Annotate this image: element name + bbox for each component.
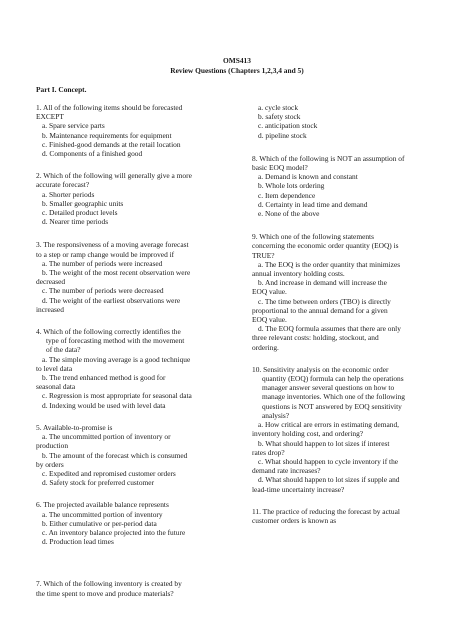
question-stem: type of forecasting method with the movement bbox=[46, 336, 185, 346]
question-stem: 9. Which one of the following statements bbox=[252, 232, 374, 242]
answer-option: a. How critical are errors in estimating demand, bbox=[258, 420, 399, 430]
answer-option: c. Item dependence bbox=[258, 190, 316, 200]
question-stem: 3. The responsiveness of a moving average forecast bbox=[36, 240, 189, 250]
answer-option: e. None of the above bbox=[258, 209, 320, 219]
answer-option: a. Spare service parts bbox=[42, 121, 105, 131]
part-heading: Part I. Concept. bbox=[36, 85, 87, 94]
answer-option: d. What should happen to lot sizes if supple and bbox=[258, 475, 400, 485]
question-stem: TRUE? bbox=[252, 250, 275, 260]
answer-option: a. The uncommitted portion of inventory bbox=[42, 509, 163, 519]
question-stem: to a step or ramp change would be improved if bbox=[36, 249, 175, 259]
answer-option: c. The number of periods were decreased bbox=[42, 286, 164, 296]
answer-option-continuation: ordering. bbox=[252, 342, 279, 352]
answer-option: c. What should happen to cycle inventory if the bbox=[258, 456, 399, 466]
answer-option-continuation: inventory holding cost, and ordering? bbox=[252, 429, 364, 439]
answer-option: d. Indexing would be used with level data bbox=[42, 400, 166, 410]
answer-option: a. Shorter periods bbox=[42, 189, 95, 199]
answer-option: a. The simple moving average is a good technique bbox=[42, 354, 191, 364]
answer-option: a. The EOQ is the order quantity that minimizes bbox=[258, 259, 401, 269]
answer-option: b. Maintenance requirements for equipment bbox=[42, 130, 172, 140]
question-stem: 5. Available-to-promise is bbox=[36, 422, 113, 432]
answer-option: c. anticipation stock bbox=[258, 121, 318, 131]
answer-option: c. The time between orders (TBO) is directly bbox=[258, 296, 391, 306]
answer-option: b. Whole lots ordering bbox=[258, 181, 325, 191]
answer-option: d. The weight of the earliest observations were bbox=[42, 295, 181, 305]
answer-option: c. An inventory balance projected into the future bbox=[42, 527, 186, 537]
answer-option-continuation: EOQ value. bbox=[252, 315, 287, 325]
answer-option: a. cycle stock bbox=[258, 103, 299, 112]
answer-option: b. The weight of the most recent observation were bbox=[42, 268, 191, 278]
answer-option: d. Certainty in lead time and demand bbox=[258, 199, 368, 209]
answer-option-continuation: by orders bbox=[36, 459, 64, 469]
question-stem: 1. All of the following items should be forecasted bbox=[36, 103, 183, 112]
question-stem: 6. The projected available balance represents bbox=[36, 500, 169, 510]
question-q4 bbox=[36, 327, 241, 410]
question-stem: 11. The practice of reducing the forecast by actual bbox=[252, 506, 400, 516]
answer-option: d. Safety stock for preferred customer bbox=[42, 478, 155, 488]
answer-option: d. The EOQ formula assumes that there are only bbox=[258, 324, 401, 334]
answer-option-continuation: EOQ value. bbox=[252, 287, 287, 297]
answer-option-continuation: to level data bbox=[36, 363, 73, 373]
question-q5 bbox=[36, 423, 241, 487]
question-stem: customer orders is known as bbox=[252, 515, 337, 525]
answer-option-continuation: proportional to the annual demand for a given bbox=[252, 305, 388, 315]
answer-option: b. The trend enhanced method is good for bbox=[42, 373, 166, 383]
question-stem: 2. Which of the following will generally give a more bbox=[36, 171, 192, 181]
answer-option-continuation: production bbox=[36, 441, 69, 451]
answer-option: b. safety stock bbox=[258, 112, 301, 122]
answer-option: b. Smaller geographic units bbox=[42, 198, 124, 208]
question-stem: the time spent to move and produce materials? bbox=[36, 588, 174, 598]
question-stem: 8. Which of the following is NOT an assumption of bbox=[252, 153, 405, 163]
question-stem: 7. Which of the following inventory is created by bbox=[36, 579, 182, 589]
question-stem: quantity (EOQ) formula can help the operations bbox=[262, 374, 404, 384]
answer-option: c. Expedited and repromised customer orders bbox=[42, 468, 176, 478]
answer-option: a. Demand is known and constant bbox=[258, 172, 358, 182]
question-stem: accurate forecast? bbox=[36, 180, 90, 190]
question-q7 bbox=[36, 579, 241, 597]
question-stem: manage inventories. Which one of the following bbox=[262, 392, 405, 402]
question-q2 bbox=[36, 171, 241, 226]
answer-option: d. Components of a finished good bbox=[42, 149, 143, 159]
answer-option: b. Either cumulative or per-period data bbox=[42, 518, 157, 528]
answer-option: d. Nearer time periods bbox=[42, 217, 109, 227]
answer-option-continuation: lead-time uncertainty increase? bbox=[252, 484, 345, 494]
question-q10 bbox=[252, 365, 452, 494]
question-q6 bbox=[36, 500, 241, 546]
right-column bbox=[252, 103, 452, 525]
left-column bbox=[36, 103, 241, 598]
question-q7-options bbox=[252, 103, 452, 140]
answer-option: a. The uncommitted portion of inventory or bbox=[42, 432, 171, 442]
question-q9 bbox=[252, 232, 452, 352]
answer-option-continuation: three relevant costs: holding, stockout, and bbox=[252, 333, 379, 343]
question-stem: questions is NOT answered by EOQ sensitivity bbox=[262, 401, 402, 411]
answer-option: b. And increase in demand will increase the bbox=[258, 278, 387, 288]
answer-option-continuation: annual inventory holding costs. bbox=[252, 269, 345, 279]
question-q11 bbox=[252, 507, 452, 525]
question-stem: manager answer several questions on how to bbox=[262, 383, 395, 393]
answer-option-continuation: demand rate increases? bbox=[252, 466, 321, 476]
answer-option-continuation: increased bbox=[36, 304, 64, 314]
document-title: OMS413 bbox=[223, 56, 251, 65]
answer-option: b. What should happen to lot sizes if interest bbox=[258, 438, 390, 448]
answer-option: d. pipeline stock bbox=[258, 130, 307, 140]
answer-option: c. Finished-good demands at the retail location bbox=[42, 139, 181, 149]
question-q8 bbox=[252, 154, 452, 218]
question-stem: 4. Which of the following correctly identifies the bbox=[36, 327, 181, 337]
document-subtitle: Review Questions (Chapters 1,2,3,4 and 5) bbox=[170, 66, 304, 75]
answer-option: c. Regression is most appropriate for seasonal data bbox=[42, 391, 192, 401]
question-stem: 10. Sensitivity analysis on the economic order bbox=[252, 364, 389, 374]
answer-option: d. Production lead times bbox=[42, 537, 114, 547]
question-stem: EXCEPT bbox=[36, 112, 64, 122]
answer-option-continuation: seasonal data bbox=[36, 382, 76, 392]
question-stem: basic EOQ model? bbox=[252, 163, 308, 173]
question-stem: analysis? bbox=[262, 410, 290, 420]
answer-option: b. The amount of the forecast which is consumed bbox=[42, 450, 188, 460]
question-q1 bbox=[36, 103, 241, 158]
answer-option-continuation: decreased bbox=[36, 277, 66, 287]
answer-option-continuation: rates drop? bbox=[252, 447, 285, 457]
question-stem: of the data? bbox=[46, 345, 81, 355]
answer-option: c. Detailed product levels bbox=[42, 208, 118, 218]
question-stem: concerning the economic order quantity (EOQ) is bbox=[252, 241, 399, 251]
question-q3 bbox=[36, 240, 241, 314]
answer-option: a. The number of periods were increased bbox=[42, 258, 163, 268]
